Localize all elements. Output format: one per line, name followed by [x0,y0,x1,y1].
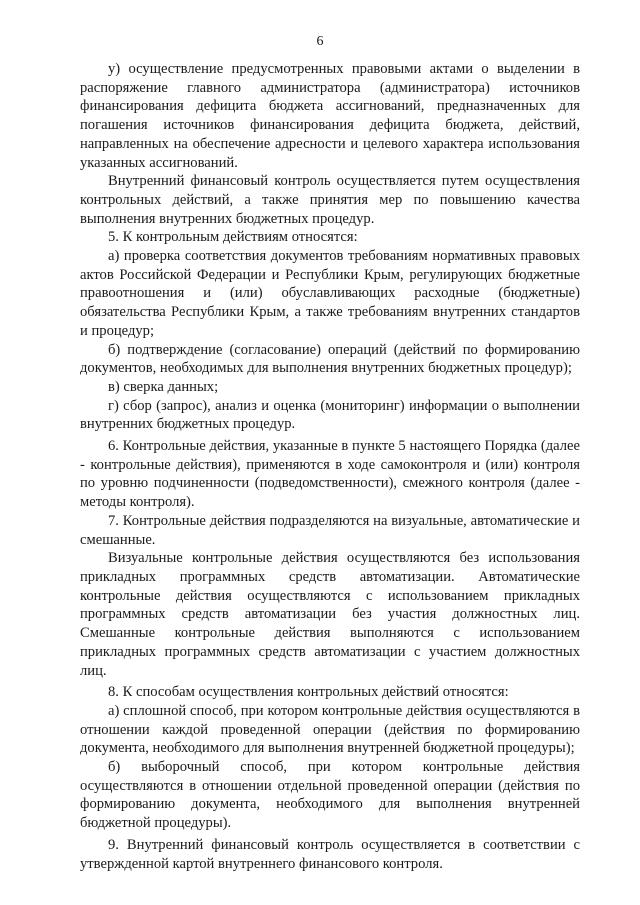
paragraph-8a: а) сплошной способ, при котором контрольные действия осуществляются в отношении каждой проведенной операции (действия по формированию документа, необходимого для выполнения внутренней бюджетной процедуры); [80,702,580,757]
paragraph-control-types: Визуальные контрольные действия осуществляются без использования прикладных программных средств автоматизации. Автоматические контрольные действия осуществляются с использованием прикладных программных средств автоматизации без участия должностных лиц. Смешанные контрольные действия выполняются с использованием прикладных программных средств автоматизации с участием должностных лиц. [80,550,580,679]
paragraph-6: 6. Контрольные действия, указанные в пункте 5 настоящего Порядка (далее - контрольные действия), применяются в ходе самоконтроля и (или) контроля по уровню подчиненности (подведомственности), смежного контроля (далее - методы контроля). [80,438,580,511]
paragraph-9: 9. Внутренний финансовый контроль осуществляется в соответствии с утвержденной картой внутреннего финансового контроля. [80,836,580,872]
document-body [80,60,580,873]
paragraph-u: у) осуществление предусмотренных правовыми актами о выделении в распоряжение главного администратора (администратора) источников финансирования дефицита бюджета ассигнований, предназначенных для погашения источников финансирования дефицита бюджета, действий, направленных на обеспечение адресности и целевого характера использования указанных ассигнований. [80,61,580,171]
paragraph-7: 7. Контрольные действия подразделяются на визуальные, автоматические и смешанные. [80,512,580,548]
paragraph-5a: а) проверка соответствия документов требованиям нормативных правовых актов Российской Федерации и Республики Крым, регулирующих бюджетные правоотношения и (или) обуславливающих расходные (бюджетные) обязательства Республики Крым, а также требованиям внутренних стандартов и процедур; [80,248,580,339]
page-number: 6 [316,34,324,49]
paragraph-5b: б) подтверждение (согласование) операций (действий по формированию документов, необходимых для выполнения внутренних бюджетных процедур); [80,341,580,377]
paragraph-5v: в) сверка данных; [108,378,219,395]
paragraph-8-heading: 8. К способам осуществления контрольных действий относятся: [108,684,509,701]
paragraph-8b: б) выборочный способ, при котором контрольные действия осуществляются в отношении отдельной проведенной операции (действия по формированию документа, необходимого для выполнения внутренней бюджетной процедуры). [80,759,580,832]
paragraph-5-heading: 5. К контрольным действиям относятся: [108,229,358,246]
paragraph-5g: г) сбор (запрос), анализ и оценка (мониторинг) информации о выполнении внутренних бюджетных процедур. [80,397,580,433]
paragraph-internal-control: Внутренний финансовый контроль осуществляется путем осуществления контрольных действий, а также принятия мер по повышению качества выполнения внутренних бюджетных процедур. [80,173,580,227]
